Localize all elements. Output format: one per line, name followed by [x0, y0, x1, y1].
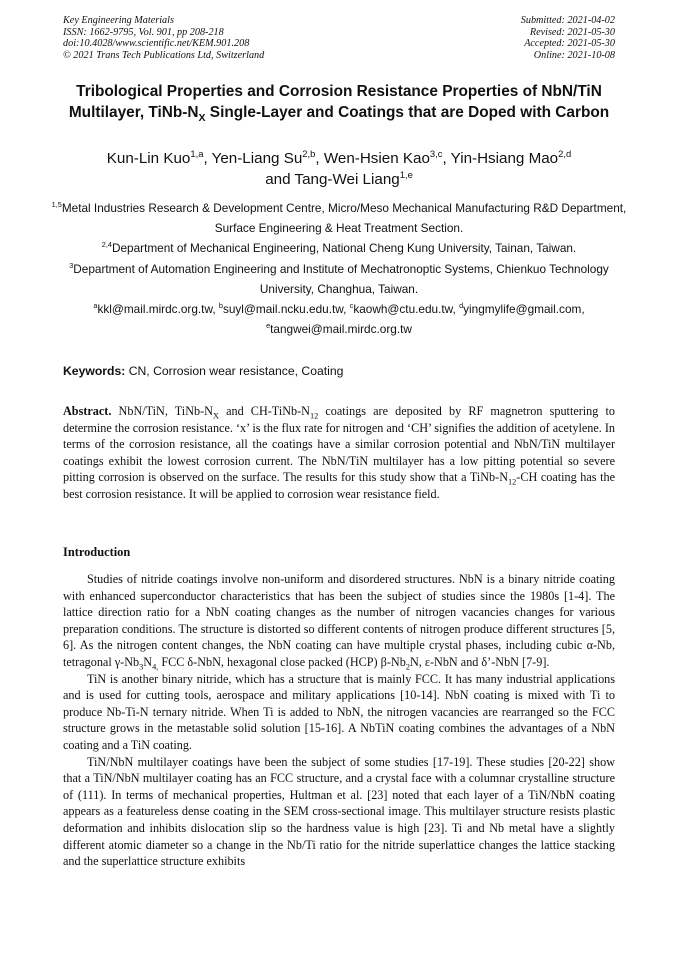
accepted-date: Accepted: 2021-05-30: [524, 38, 615, 50]
email-list: [50, 299, 628, 339]
affiliation-1: $^{1,5}$Metal Industries Research & Development Centre, Micro/Meso Mechanical Manufacturing R&D Department, Surface Engineering & Heat Treatment Section.: [51, 200, 627, 236]
author: Yen-Liang Su$^{2,b}$,: [211, 147, 324, 167]
abstract-label: Abstract.: [63, 404, 112, 418]
section-heading: Introduction: [63, 545, 131, 559]
paragraph: TiN is another binary nitride, which has a structure that is mainly FCC. It has many industrial applications and is used for cutting tools, aerospace and military applications [10-14]. NbN coating is mixed with Ti to produce Nb-Ti-N ternary nitride. When Ti is added to NbN, the nitrogen vacancies are rearranged so the FCC structure grows in the metastable solid solution [15-16]. A NbTiN coating combines the advantages of a NbN coating and a TiN coating.: [63, 671, 615, 752]
affiliations: [50, 198, 628, 339]
journal-meta: [63, 15, 264, 61]
title-text: Tribological Properties and Corrosion Resistance Properties of NbN/TiN Multilayer, TiNb-N: [68, 83, 602, 121]
submitted-date: Submitted: 2021-04-02: [520, 15, 615, 26]
doi[interactable]: doi:10.4028/www.scientific.net/KEM.901.208: [63, 38, 250, 50]
introduction-body: [63, 571, 615, 870]
author: Yin-Hsiang Mao$^{2,d}$: [450, 147, 572, 167]
email-link[interactable]: $^a$kkl@mail.mirdc.org.tw,: [93, 301, 219, 317]
affiliation-2: $^{2,4}$Department of Mechanical Engineering, National Cheng Kung University, Tainan, Taiwan.: [101, 240, 577, 256]
online-date: Online: 2021-10-08: [533, 49, 615, 61]
email-link[interactable]: $^c$kaowh@ctu.edu.tw,: [349, 301, 460, 317]
paragraph: Studies of nitride coatings involve non-uniform and disordered structures. NbN is a binary nitride coating with enhanced superconductor characteristics that has been the subject of studies since the 1980s [1-4]. The lattice direction ratio for a NbN coating changes as the number of nitrogen vacancies changes for various preparation conditions. The structure is distorted so different contents of nitrogen produce different structures [5, 6]. As the nitrogen content changes, the NbN coating can have multiple crystal phases, including cubic α-Nb, tetragonal $\gamma-Nb_3N_{4,}$ FCC δ-NbN, hexagonal close packed (HCP) $\beta-Nb_2N$, ε-NbN and δ’-NbN [7-9].: [63, 572, 615, 672]
keywords: [63, 364, 343, 378]
email-link[interactable]: $^d$yingmylife@gmail.com,: [459, 301, 585, 317]
abstract: Abstract. NbN/TiN, TiNb-$N_X$ and $CH-TiNb-N_{12}$ coatings are deposited by RF magnetron sputtering to determine the corrosion resistance. ‘x’ is the flux rate for nitrogen and ‘CH’ signifies the addition of acetylene. In terms of the corrosion resistance, all the coatings have a similar corrosion potential and NbN/TiN multilayer coatings exhibit the lowest corrosion current. The NbN/TiN multilayer has a low pitting potential so severe pitting corrosion is observed on the surface. The results for this study show that a TiNb-$N_{12}-CH$ coating has the best corrosion resistance. It will be applied to corrosion wear resistance field.: [63, 404, 615, 501]
affiliation-3: $^3$Department of Automation Engineering and Institute of Mechatronoptic Systems, Chienkuo Technology University, Changhua, Taiwan.: [69, 260, 609, 296]
keywords-label: Keywords:: [63, 364, 126, 378]
keywords-text: CN, Corrosion wear resistance, Coating: [125, 364, 344, 378]
copyright: © 2021 Trans Tech Publications Ltd, Switzerland: [63, 49, 265, 61]
paper-title: [50, 82, 628, 123]
author: Kun-Lin Kuo$^{1,a}$,: [106, 147, 212, 167]
author: and Tang-Wei Liang$^{1,e}$: [265, 168, 413, 188]
email-link[interactable]: $^e$tangwei@mail.mirdc.org.tw: [266, 321, 412, 337]
title-subscript: X: [198, 112, 206, 124]
issn: ISSN: 1662-9795, Vol. 901, pp 208-218: [63, 26, 224, 38]
email-link[interactable]: $^b$suyl@mail.ncku.edu.tw,: [218, 301, 350, 317]
revised-date: Revised: 2021-05-30: [529, 26, 615, 38]
title-text-2: Single-Layer and Coatings that are Doped with Carbon: [205, 103, 610, 121]
dates-meta: [521, 15, 615, 61]
journal-name: Key Engineering Materials: [63, 15, 174, 26]
paragraph: TiN/NbN multilayer coatings have been the subject of some studies [17-19]. These studies [20-22] show that a TiN/NbN multilayer coating has an FCC structure, and a crystal face with a columnar crystalline structure of (111). In terms of mechanical properties, Hultman et al. [23] noted that each layer of a TiN/NbN coating appears as a featureless dense coating in the SEM cross-sectional image. This multilayer structure resists plastic deformation and inhibits dislocation slip so the hardness value is high [23]. Ti and Nb metal have a slightly different atomic diameter so a change in the Nb/Ti ratio for the nitride superlattice changes the lattice stacking and the superlattice structure exhibits: [63, 754, 615, 869]
author-list: [40, 148, 638, 190]
author: Wen-Hsien Kao$^{3,c}$,: [323, 147, 451, 167]
